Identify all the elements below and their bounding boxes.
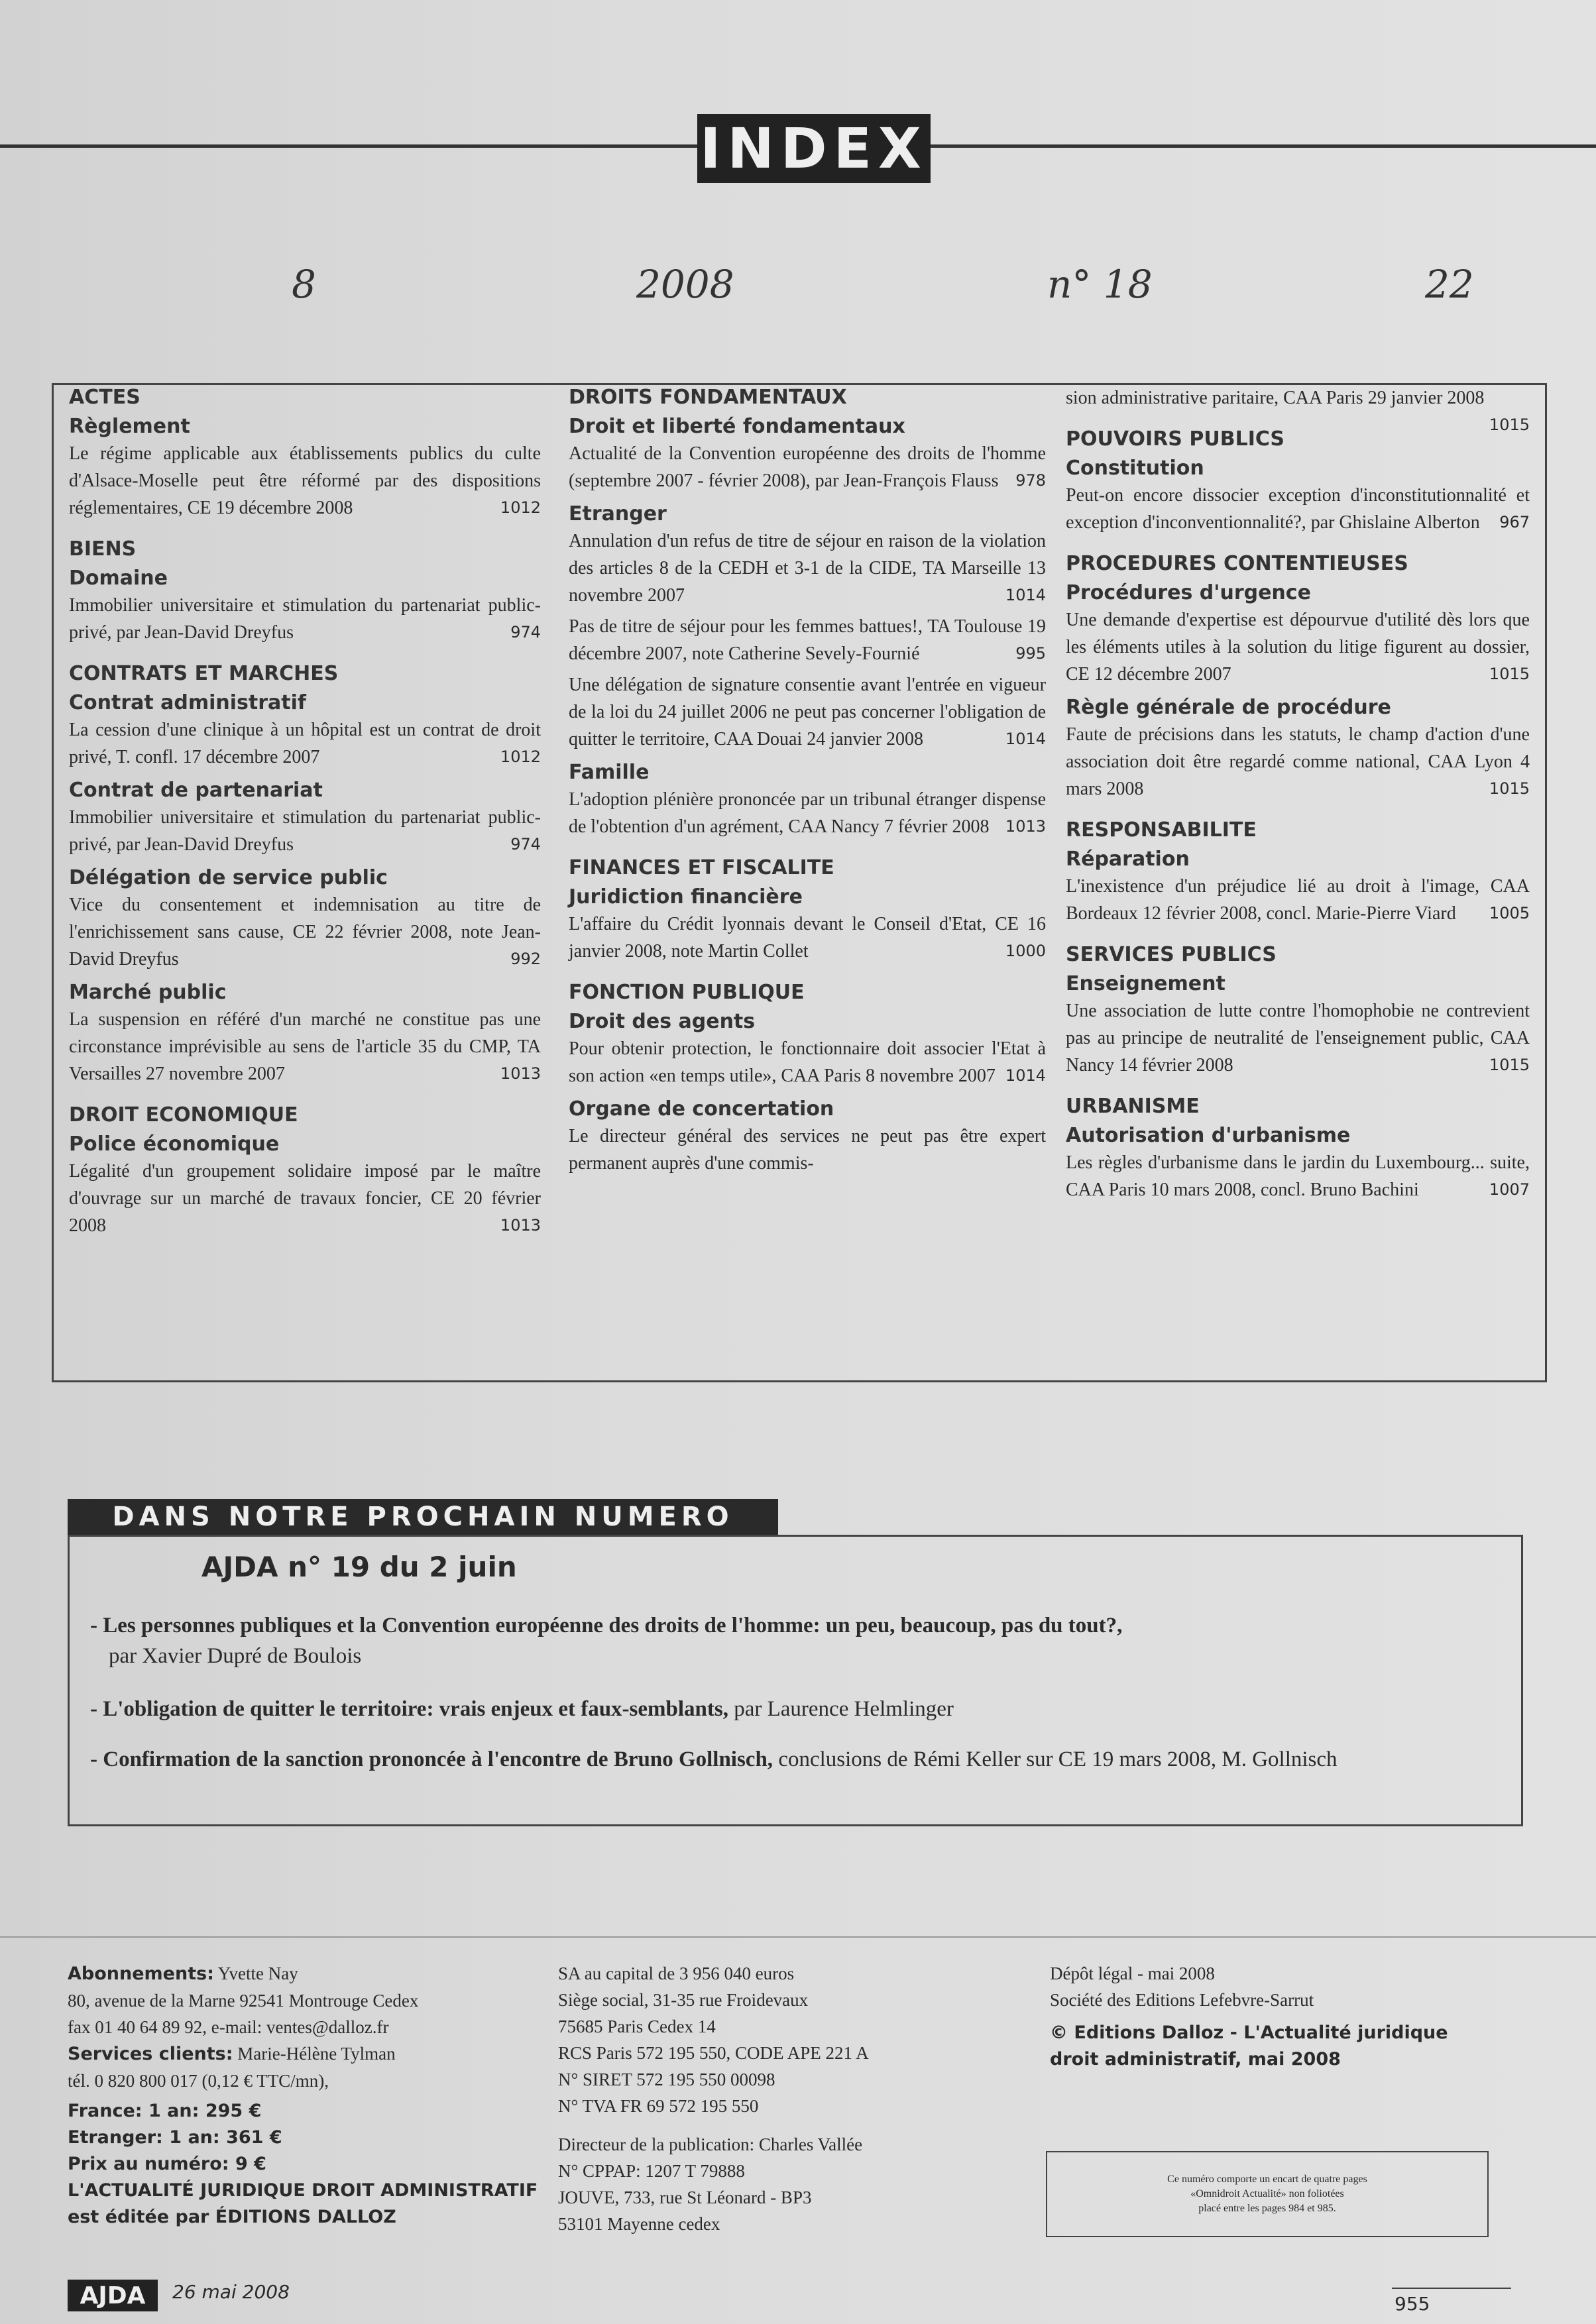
index-entry: [69, 592, 541, 646]
index-title: INDEX: [697, 114, 931, 183]
prochain-item: [90, 1610, 1482, 1671]
handwritten-note: n° 18: [1047, 262, 1153, 307]
index-subcategory: Procédures d'urgence: [1066, 581, 1311, 604]
index-column-1: [69, 384, 541, 1243]
index-entry-text: Le régime applicable aux établissements publics du culte d'Alsace-Moselle peut être réformé par des dispositions réglementaires, CE 19 décembre 2008: [69, 443, 541, 518]
footer-rule: [0, 1936, 1596, 1938]
issue-date: 26 mai 2008: [172, 2281, 290, 2303]
index-entry-text: Légalité d'un groupement solidaire imposé par le maître d'ouvrage sur un marché de travaux foncier, CE 20 février 2008: [69, 1161, 541, 1236]
index-subcategory: Domaine: [69, 567, 168, 590]
index-entry-text: La cession d'une clinique à un hôpital est un contrat de droit privé, T. confl. 17 décembre 2007: [69, 720, 541, 767]
prochain-item-title: - Les personnes publiques et la Convention européenne des droits de l'homme: un peu, beaucoup, pas du tout?,: [90, 1614, 1123, 1637]
index-entry: [69, 804, 541, 858]
index-entry-page: 1015: [1489, 665, 1530, 683]
index-entry-page: 967: [1499, 513, 1530, 531]
index-entry-text: Actualité de la Convention européenne des droits de l'homme (septembre 2007 - février 2008), par Jean-François Flauss: [569, 443, 1046, 491]
index-category: PROCEDURES CONTENTIEUSES: [1066, 552, 1408, 575]
index-subcategory: Règle générale de procédure: [1066, 696, 1391, 719]
index-subcategory: Contrat administratif: [69, 691, 306, 714]
index-entry: [569, 527, 1046, 609]
index-category: ACTES: [69, 386, 141, 409]
prochain-item-author: conclusions de Rémi Keller sur CE 19 mars 2008, M. Gollnisch: [778, 1747, 1338, 1771]
index-entry: [1066, 482, 1530, 536]
index-entry: [569, 440, 1046, 494]
index-entry-text: Le directeur général des services ne peut pas être expert permanent auprès d'une commis-: [569, 1126, 1046, 1174]
index-entry-text: Les règles d'urbanisme dans le jardin du Luxembourg... suite, CAA Paris 10 mars 2008, concl. Bruno Bachini: [1066, 1152, 1530, 1200]
index-entry-text: L'inexistence d'un préjudice lié au droit à l'image, CAA Bordeaux 12 février 2008, concl. Marie-Pierre Viard: [1066, 876, 1530, 924]
index-entry-text: Annulation d'un refus de titre de séjour en raison de la violation des articles 8 de la CEDH et 3-1 de la CIDE, TA Marseille 13 novembre 2007: [569, 531, 1046, 606]
index-entry: [1066, 606, 1530, 688]
index-category: SERVICES PUBLICS: [1066, 943, 1277, 966]
index-entry-text: La suspension en référé d'un marché ne constitue pas une circonstance imprévisible au sens de l'article 35 du CMP, TA Versailles 27 novembre 2007: [69, 1009, 541, 1084]
index-entry-page: 974: [510, 835, 541, 854]
index-entry: [69, 1158, 541, 1239]
index-entry: [69, 1006, 541, 1087]
prochain-heading: DANS NOTRE PROCHAIN NUMERO: [68, 1499, 778, 1535]
handwritten-note: 8: [292, 262, 316, 307]
index-entry-text: Peut-on encore dissocier exception d'inconstitutionnalité et exception d'inconventionnalité?, par Ghislaine Alberton: [1066, 485, 1530, 533]
index-entry-text: L'adoption plénière prononcée par un tribunal étranger dispense de l'obtention d'un agrément, CAA Nancy 7 février 2008: [569, 789, 1046, 837]
index-subcategory: Constitution: [1066, 457, 1204, 480]
handwritten-note: 22: [1425, 262, 1474, 307]
footer-legal: Dépôt légal - mai 2008 Société des Editions Lefebvre-Sarrut © Editions Dalloz - L'Actualité juridique droit administratif, mai 2008: [1050, 1964, 1448, 2070]
index-subcategory: Réparation: [1066, 848, 1190, 871]
index-subcategory: Etranger: [569, 502, 667, 526]
prochain-issue: AJDA n° 19 du 2 juin: [201, 1551, 517, 1583]
prochain-item-author: par Laurence Helmlinger: [734, 1697, 954, 1721]
index-subcategory: Droit des agents: [569, 1010, 756, 1033]
index-column-2: [569, 384, 1046, 1181]
index-entry-page: 992: [510, 950, 541, 968]
index-subcategory: Police économique: [69, 1133, 280, 1156]
page-number-rule: [1392, 2288, 1511, 2289]
index-entry-text: Faute de précisions dans les statuts, le champ d'action d'une association doit être regardé comme national, CAA Lyon 4 mars 2008: [1066, 724, 1530, 799]
index-entry: [1066, 1149, 1530, 1203]
index-entry-page: 1013: [1005, 817, 1046, 836]
index-entry-text: Pas de titre de séjour pour les femmes battues!, TA Toulouse 19 décembre 2007, note Catherine Sevely-Fournié: [569, 616, 1046, 664]
prochain-item-title: - L'obligation de quitter le territoire: vrais enjeux et faux-semblants,: [90, 1697, 728, 1721]
prochain-item: [90, 1744, 1482, 1775]
index-subcategory: Règlement: [69, 415, 190, 438]
index-entry-page: 1005: [1489, 904, 1530, 922]
index-entry: [69, 716, 541, 771]
index-entry-page: 1014: [1005, 1066, 1046, 1085]
index-subcategory: Droit et liberté fondamentaux: [569, 415, 905, 438]
insert-notice: Ce numéro comporte un encart de quatre pages «Omnidroit Actualité» non foliotées placé entre les pages 984 et 985.: [1046, 2151, 1489, 2237]
index-entry-text: Vice du consentement et indemnisation au titre de l'enrichissement sans cause, CE 22 février 2008, note Jean-David Dreyfus: [69, 895, 541, 969]
index-category: FINANCES ET FISCALITE: [569, 856, 834, 879]
index-entry: [569, 671, 1046, 753]
index-entry-page: 1012: [500, 498, 541, 517]
ajda-logo: AJDA: [68, 2280, 158, 2311]
index-category: URBANISME: [1066, 1095, 1200, 1118]
index-entry-page: 995: [1015, 644, 1046, 663]
index-entry-page: 1013: [500, 1216, 541, 1235]
index-category: DROIT ECONOMIQUE: [69, 1103, 298, 1127]
index-entry-page: 1014: [1005, 730, 1046, 748]
footer-subscriptions: Abonnements: Yvette Nay 80, avenue de la Marne 92541 Montrouge Cedex fax 01 40 64 89 92, e-mail: ventes@dalloz.fr Services clients: Marie-Hélène Tylman tél. 0 820 800 017 (0,12 € TTC/mn), France: 1 an: 295 € Etranger: 1 an: 361 € Prix au numéro: 9 € L'ACTUALITÉ JURIDIQUE DROIT ADMINISTRATIF est éditée par ÉDITIONS DALLOZ: [68, 1964, 538, 2227]
index-entry: [1066, 997, 1530, 1079]
index-entry-text: Une demande d'expertise est dépourvue d'utilité dès lors que les éléments utiles à la solution du litige figurent au dossier, CE 12 décembre 2007: [1066, 610, 1530, 685]
index-subcategory: Autorisation d'urbanisme: [1066, 1124, 1351, 1147]
index-subcategory: Marché public: [69, 981, 227, 1004]
index-subcategory: Contrat de partenariat: [69, 779, 323, 802]
index-entry-text: Immobilier universitaire et stimulation du partenariat public-privé, par Jean-David Dreyfus: [69, 807, 541, 855]
prochain-item: [90, 1694, 1482, 1724]
index-entry-page: 974: [510, 623, 541, 641]
index-entry-text: Pour obtenir protection, le fonctionnaire doit associer l'Etat à son action «en temps utile», CAA Paris 8 novembre 2007: [569, 1038, 1046, 1086]
index-entry-page: 978: [1015, 471, 1046, 490]
index-entry-page: 1012: [500, 747, 541, 766]
index-column-3: [1066, 384, 1530, 1207]
index-entry-text: Une association de lutte contre l'homophobie ne contrevient pas au principe de neutralité de l'enseignement public, CAA Nancy 14 février 2008: [1066, 1001, 1530, 1076]
index-entry-page: 1007: [1489, 1180, 1530, 1199]
index-entry-page: 1015: [1489, 779, 1530, 798]
handwritten-note: 2008: [636, 262, 734, 307]
index-entry-page: 1000: [1005, 942, 1046, 960]
footer-company: SA au capital de 3 956 040 euros Siège social, 31-35 rue Froidevaux 75685 Paris Cedex 14 RCS Paris 572 195 550, CODE APE 221 A N° SIRET 572 195 550 00098 N° TVA FR 69 572 195 550 Directeur de la publication: Charles Vallée N° CPPAP: 1207 T 79888 JOUVE, 733, rue St Léonard - BP3 53101 Mayenne cedex: [558, 1964, 869, 2234]
index-entry: [569, 1123, 1046, 1177]
index-entry-page: 1013: [500, 1064, 541, 1083]
index-subcategory: Délégation de service public: [69, 866, 388, 889]
index-subcategory: Famille: [569, 761, 650, 784]
index-entry: [569, 1035, 1046, 1089]
prochain-item-author: par Xavier Dupré de Boulois: [109, 1644, 362, 1668]
index-entry-text: Immobilier universitaire et stimulation du partenariat public-privé, par Jean-David Dreyfus: [69, 595, 541, 643]
page-number: 955: [1395, 2293, 1430, 2315]
index-category: POUVOIRS PUBLICS: [1066, 427, 1285, 451]
index-entry: [69, 891, 541, 973]
index-entry: [569, 613, 1046, 667]
index-entry-text: sion administrative paritaire, CAA Paris 29 janvier 2008: [1066, 388, 1485, 408]
index-entry: [569, 786, 1046, 840]
index-entry-page: 1015: [1489, 415, 1530, 434]
index-entry: [1066, 384, 1530, 434]
index-category: DROITS FONDAMENTAUX: [569, 386, 847, 409]
index-entry: [1066, 873, 1530, 927]
index-entry: [569, 911, 1046, 965]
index-category: FONCTION PUBLIQUE: [569, 981, 805, 1004]
index-entry-text: Une délégation de signature consentie avant l'entrée en vigueur de la loi du 24 juillet 2006 ne peut pas concerner l'obligation de quitter le territoire, CAA Douai 24 janvier 2008: [569, 675, 1046, 749]
index-entry-text: L'affaire du Crédit lyonnais devant le Conseil d'Etat, CE 16 janvier 2008, note Martin Collet: [569, 914, 1046, 962]
index-entry-page: 1015: [1489, 1056, 1530, 1074]
index-subcategory: Enseignement: [1066, 972, 1226, 995]
index-category: RESPONSABILITE: [1066, 818, 1257, 842]
prochain-item-title: - Confirmation de la sanction prononcée à l'encontre de Bruno Gollnisch,: [90, 1747, 773, 1771]
index-category: CONTRATS ET MARCHES: [69, 662, 339, 685]
index-entry-page: 1014: [1005, 586, 1046, 604]
index-category: BIENS: [69, 537, 137, 561]
index-entry: [69, 440, 541, 522]
index-subcategory: Organe de concertation: [569, 1097, 834, 1121]
index-entry: [1066, 721, 1530, 802]
index-subcategory: Juridiction financière: [569, 885, 803, 909]
